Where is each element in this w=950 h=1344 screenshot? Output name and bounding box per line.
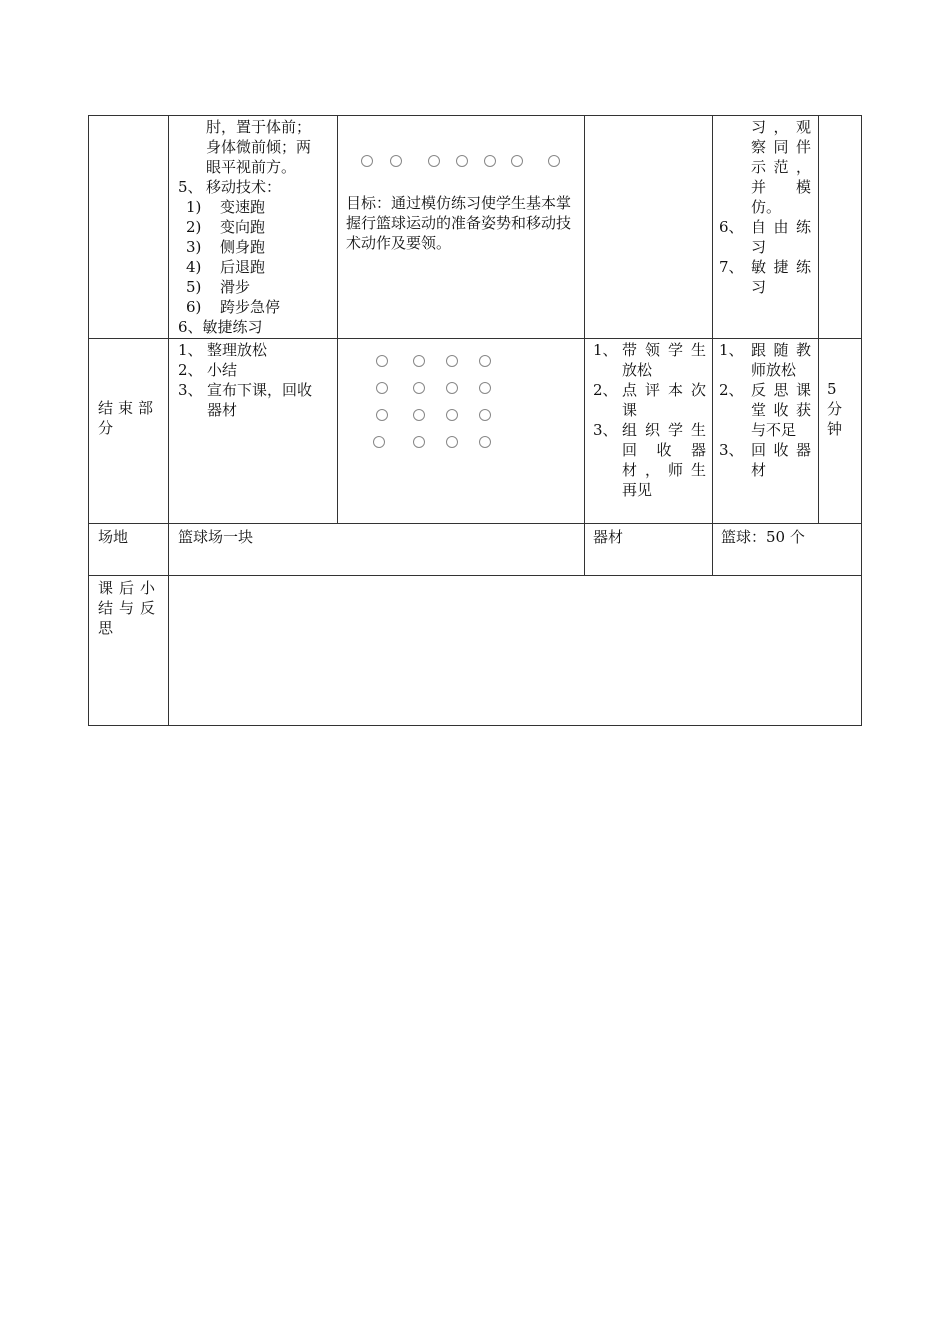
item-num: 1、 — [719, 341, 744, 359]
ending-section-label-text: 结束部分 — [98, 399, 159, 437]
item-line: 组织学生 — [622, 421, 706, 439]
reflection-label-text: 课后小结与反思 — [98, 579, 162, 637]
item-line: 材 — [751, 461, 767, 479]
item-line: 小结 — [207, 361, 238, 379]
move-item-label: 跨步急停 — [220, 298, 281, 316]
move-item-num: 4) — [186, 258, 202, 276]
table-border-bottom — [88, 725, 862, 726]
item-num: 3、 — [719, 441, 744, 459]
student-marker-circle — [373, 436, 385, 448]
ending-content-item — [178, 380, 332, 420]
row-divider-2 — [88, 523, 862, 524]
table-border-right — [861, 115, 862, 726]
student-marker-circle — [413, 436, 425, 448]
student-marker-circle — [511, 155, 523, 167]
item-num: 3、 — [178, 381, 203, 399]
teacher-item — [593, 340, 706, 380]
reflection-label — [98, 578, 162, 638]
item-line: 器材 — [207, 401, 238, 419]
item-line: 回收器 — [751, 441, 811, 459]
ending-student-cell — [719, 340, 811, 480]
agility-line: 6、敏捷练习 — [178, 318, 263, 336]
item-num: 2、 — [178, 361, 203, 379]
move-item — [172, 197, 334, 217]
ending-teacher-cell — [593, 340, 706, 500]
move-item-label: 侧身跑 — [220, 238, 266, 256]
move-item-num: 1) — [186, 198, 202, 216]
ending-content-item — [178, 360, 332, 380]
item-line: 师放松 — [751, 361, 797, 379]
student-marker-circle — [479, 355, 491, 367]
student-item — [719, 440, 811, 480]
item-line: 宣布下课，回收 — [207, 381, 313, 399]
ending-time-cell — [827, 379, 857, 439]
move-item — [172, 257, 334, 277]
move-item-num: 5) — [186, 278, 202, 296]
time-unit-2: 钟 — [827, 420, 843, 438]
student-item-line: 习 — [751, 278, 767, 296]
item-line: 回收器 — [622, 441, 706, 459]
col-divider-5 — [818, 115, 819, 524]
move-heading — [172, 177, 334, 197]
item-num: 1、 — [593, 341, 618, 359]
student-item-num: 7、 — [719, 258, 744, 276]
student-item-line: 习 — [751, 238, 767, 256]
ending-section-label — [98, 398, 160, 438]
col-divider-3 — [584, 115, 585, 576]
time-unit-1: 分 — [827, 400, 843, 418]
student-marker-circle — [376, 355, 388, 367]
teacher-item — [593, 380, 706, 420]
move-heading-num: 5、 — [178, 178, 203, 196]
move-item-label: 变向跑 — [220, 218, 266, 236]
content-line-3: 眼平视前方。 — [206, 158, 297, 176]
student-line-2: 察同伴 — [751, 138, 811, 156]
item-line: 堂收获 — [751, 401, 811, 419]
student-line-3: 示范， — [751, 158, 811, 176]
student-item-line: 自由练 — [751, 218, 811, 236]
col-divider-1 — [168, 115, 169, 726]
student-marker-circle — [456, 155, 468, 167]
student-line-5: 仿。 — [751, 198, 782, 216]
item-num: 2、 — [593, 381, 618, 399]
move-item — [172, 297, 334, 317]
student-marker-circle — [413, 355, 425, 367]
table-border-top — [88, 115, 862, 116]
student-marker-circle — [446, 382, 458, 394]
student-item — [719, 257, 811, 297]
goal-text: 目标：通过模仿练习使学生基本掌握行篮球运动的准备姿势和移动技术动作及要领。 — [346, 194, 572, 252]
student-item — [719, 380, 811, 440]
student-marker-circle — [446, 409, 458, 421]
item-line: 整理放松 — [207, 341, 268, 359]
student-marker-circle — [376, 382, 388, 394]
item-line: 点评本次 — [622, 381, 706, 399]
content-line-2: 身体微前倾；两 — [206, 138, 312, 156]
move-item — [172, 217, 334, 237]
formation-diagram-line — [337, 152, 584, 172]
item-line: 带领学生 — [622, 341, 706, 359]
move-item-label: 后退跑 — [220, 258, 266, 276]
continuation-content-cell — [172, 117, 334, 337]
move-item — [172, 237, 334, 257]
student-item-num: 6、 — [719, 218, 744, 236]
student-marker-circle — [548, 155, 560, 167]
student-marker-circle — [361, 155, 373, 167]
student-line-1: 习，观 — [751, 118, 811, 136]
teacher-item — [593, 420, 706, 500]
item-num: 2、 — [719, 381, 744, 399]
time-value: 5 — [827, 380, 837, 398]
equipment-label: 器材 — [593, 528, 624, 546]
row-divider-1 — [88, 338, 862, 339]
move-item-label: 滑步 — [220, 278, 251, 296]
move-heading-label: 移动技术： — [206, 178, 282, 196]
venue-label: 场地 — [98, 528, 129, 546]
item-line: 与不足 — [751, 421, 797, 439]
ending-content-item — [178, 340, 332, 360]
table-border-left — [88, 115, 89, 726]
equipment-value: 篮球：50 个 — [721, 528, 805, 546]
student-marker-circle — [479, 436, 491, 448]
student-item — [719, 217, 811, 257]
student-item — [719, 340, 811, 380]
item-line: 跟随教 — [751, 341, 811, 359]
item-line: 课 — [622, 401, 638, 419]
student-marker-circle — [479, 409, 491, 421]
student-marker-circle — [484, 155, 496, 167]
venue-value: 篮球场一块 — [178, 528, 254, 546]
continuation-student-cell — [719, 117, 811, 297]
student-marker-circle — [446, 355, 458, 367]
student-marker-circle — [390, 155, 402, 167]
move-item-num: 3) — [186, 238, 202, 256]
student-marker-circle — [428, 155, 440, 167]
student-marker-circle — [413, 409, 425, 421]
ending-content-cell — [178, 340, 332, 420]
ending-formation-diagram — [337, 340, 584, 523]
item-line: 再见 — [622, 481, 653, 499]
student-marker-circle — [479, 382, 491, 394]
student-marker-circle — [446, 436, 458, 448]
move-item-label: 变速跑 — [220, 198, 266, 216]
item-line: 材，师生 — [622, 461, 706, 479]
student-item-line: 敏捷练 — [751, 258, 811, 276]
student-marker-circle — [413, 382, 425, 394]
move-item-num: 6) — [186, 298, 202, 316]
content-line-1: 肘，置于体前； — [206, 118, 312, 136]
student-line-4: 并 模 — [751, 178, 811, 196]
student-marker-circle — [376, 409, 388, 421]
item-line: 反思课 — [751, 381, 811, 399]
col-divider-4 — [712, 115, 713, 576]
row-divider-3 — [88, 575, 862, 576]
move-item-num: 2) — [186, 218, 202, 236]
item-num: 1、 — [178, 341, 203, 359]
item-line: 放松 — [622, 361, 653, 379]
move-item — [172, 277, 334, 297]
item-num: 3、 — [593, 421, 618, 439]
